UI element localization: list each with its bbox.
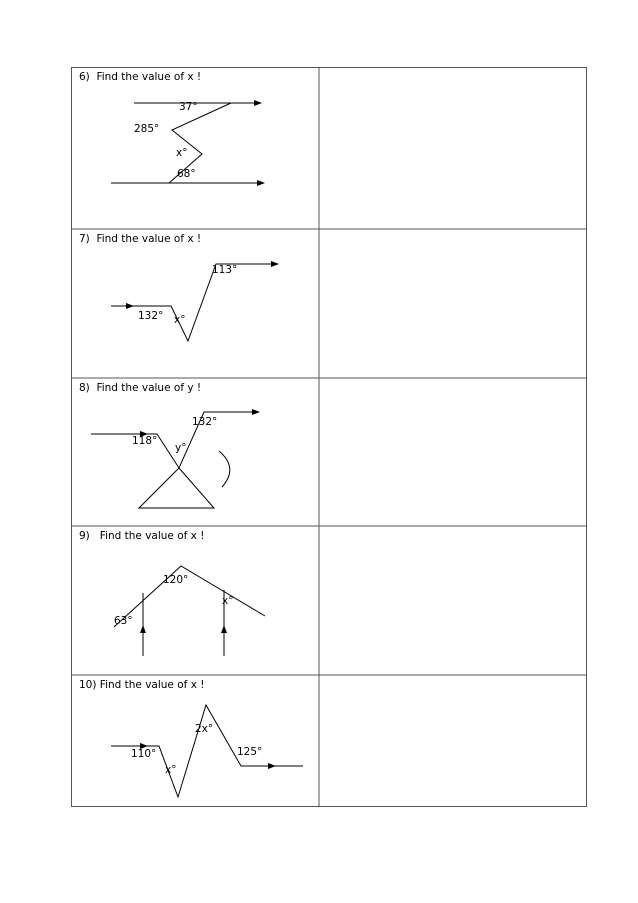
question-6-title: 6) Find the value of x !	[79, 71, 202, 83]
question-6-cell	[71, 67, 319, 229]
angle-label-113: 113°	[212, 264, 238, 276]
triangle	[139, 468, 214, 508]
angle-label-x: x°	[222, 595, 234, 607]
angle-label-2x: 2x°	[195, 723, 214, 735]
arc-mark	[219, 451, 230, 487]
zigzag-path	[147, 705, 303, 797]
angle-label-132: 132°	[192, 416, 218, 428]
angle-label-37: 37°	[179, 101, 198, 113]
angle-label-120: 120°	[163, 574, 189, 586]
question-7-cell	[71, 229, 319, 378]
angle-label-x: x°	[176, 147, 188, 159]
worksheet-table	[71, 67, 587, 807]
question-9-answer-space[interactable]	[319, 526, 587, 675]
question-10-title: 10) Find the value of x !	[79, 679, 205, 691]
question-10-cell	[71, 675, 319, 807]
v-path	[133, 264, 278, 341]
question-9-cell	[71, 526, 319, 675]
angle-label-110: 110°	[131, 748, 157, 760]
angle-label-68: 68°	[177, 168, 196, 180]
question-7-figure	[71, 229, 319, 378]
question-10-figure	[71, 675, 319, 807]
roof-lines	[114, 566, 265, 627]
question-9-title: 9) Find the value of x !	[79, 530, 205, 542]
question-8-title: 8) Find the value of y !	[79, 382, 202, 394]
angle-label-x: x°	[165, 764, 177, 776]
question-8-answer-space[interactable]	[319, 378, 587, 526]
question-10-answer-space[interactable]	[319, 675, 587, 807]
question-6-figure	[71, 67, 319, 229]
question-8-cell	[71, 378, 319, 526]
question-9-figure	[71, 526, 319, 675]
angle-label-285: 285°	[134, 123, 160, 135]
angle-label-118: 118°	[132, 435, 158, 447]
angle-label-132: 132°	[138, 310, 164, 322]
question-6-answer-space[interactable]	[319, 67, 587, 229]
angle-label-125: 125°	[237, 746, 263, 758]
question-8-figure	[71, 378, 319, 526]
question-7-answer-space[interactable]	[319, 229, 587, 378]
question-7-title: 7) Find the value of x !	[79, 233, 202, 245]
angle-label-y: y°	[175, 442, 187, 454]
angle-label-63: 63°	[114, 615, 133, 627]
angle-label-x: x°	[174, 314, 186, 326]
